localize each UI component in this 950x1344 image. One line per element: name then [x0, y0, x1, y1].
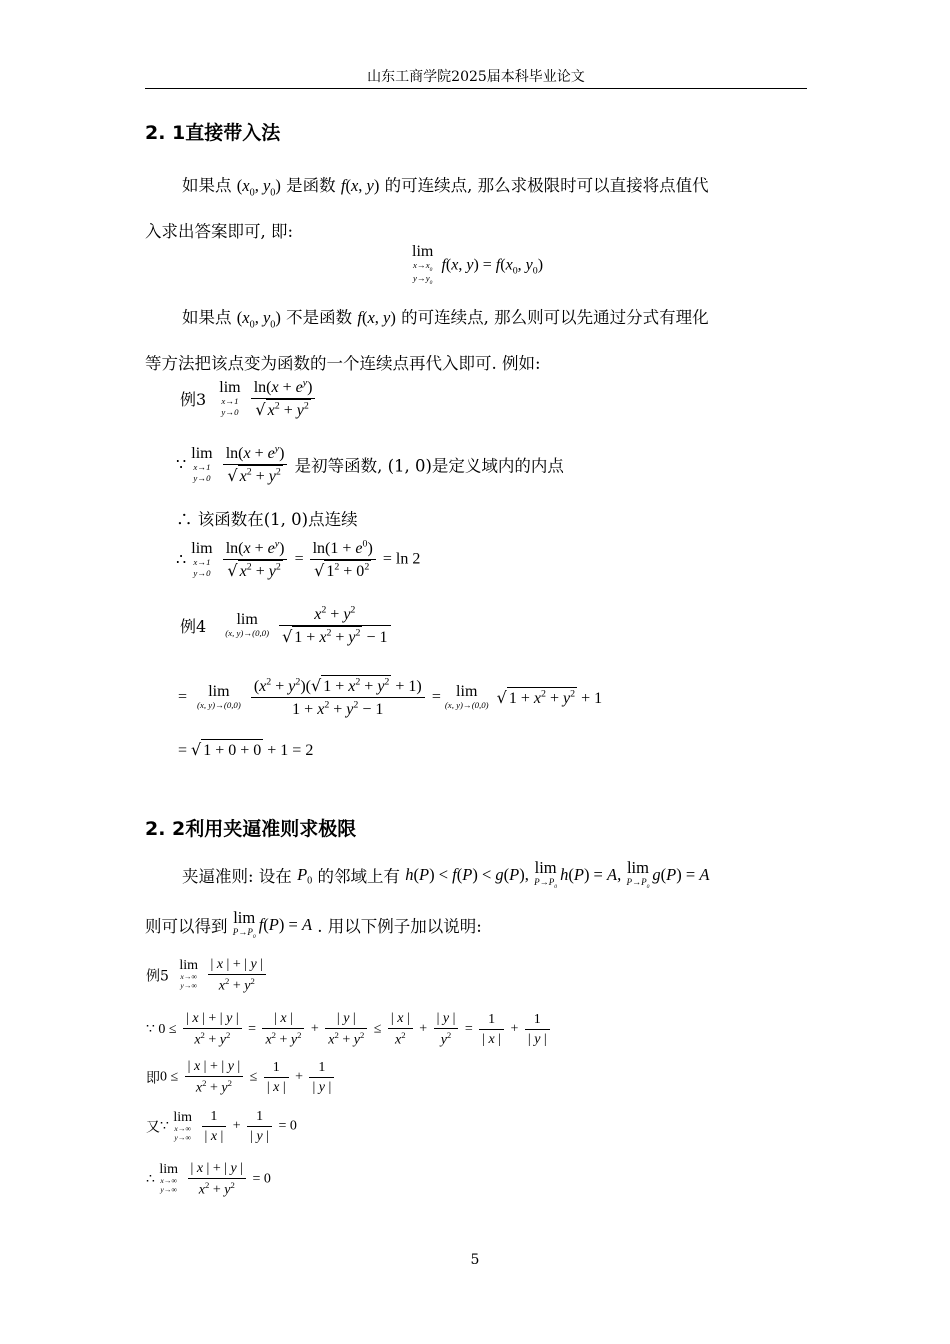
example-4-step-2: = √ 1 + 0 + 0 + 1 = 2 — [178, 740, 314, 759]
example-4-step-1: = lim (x, y)→(0,0) $\frac{(x^2 + y^2)(√ 1 + x^2 + y^2 + 1)}{1 + x^2 + y^2 - 1}$ = lim (x, y)→(0,0) √ $1 + x^2 + y^2 + 1$ — [178, 676, 603, 718]
example-4: 例4 lim (x, y)→(0,0) $\frac{x^2 + y^2}{√ 1 + x^2 + y^2 - 1}$ — [180, 604, 393, 647]
example-3: 例3 lim x→1 y→0 $\frac{\ln(x + e^y)}{√ x^2 + y^2}$ — [180, 377, 317, 420]
because-line: ∵ lim x→1 y→0 $\frac{\ln(x + e^y)}{√ x^2 + y^2}$ 是初等函数, (1, 0)是定义域内的内点 — [176, 443, 564, 485]
therefore-result: ∴ lim x→1 y→0 $\frac{\ln(x + e^y)}{√ x^2 + y^2}$ = $\frac{\ln(1 + e^0)}{√ 1^2 + 0^2}$ = ln 2 — [176, 538, 421, 580]
section-title-2-1: 2. 1直接带入法 — [145, 122, 281, 144]
formula-direct-substitution: lim $x\to x_0$ $y\to y_0$ f(x, $y) = f(x_0$, $y_0$) — [412, 243, 544, 286]
section-title-2-2: 2. 2利用夹逼准则求极限 — [145, 818, 357, 840]
example-5-you: 又∵ lim x→∞ y→∞ $\frac{1}{| x |}$ + $\frac{1}{| y |}$ = 0 — [146, 1109, 297, 1144]
paragraph-2-line-2: 等方法把该点变为函数的一个连续点再代入即可. 例如: — [145, 354, 541, 373]
example-5-conclusion: ∴ lim x→∞ y→∞ $\frac{| x | + | y |}{x^2 + y^2}$ = 0 — [146, 1161, 271, 1198]
page-header: 山东工商学院2025届本科毕业论文 — [367, 69, 585, 85]
paragraph-1-line-1: 如果点 ($x_0$, $y_0$) 是函数 f(x, y) 的可连续点, 那么求极限时可以直接将点值代 — [182, 176, 709, 199]
paragraph-2-line-1: 如果点 ($x_0$, $y_0$) 不是函数 f(x, y) 的可连续点, 那么则可以先通过分式有理化 — [182, 308, 709, 331]
example-5: 例5 lim x→∞ y→∞ $\frac{| x | + | y |}{x^2 + y^2}$ — [146, 956, 268, 995]
page-number: 5 — [470, 1252, 480, 1268]
example-5-bound: ∵ 0 ≤ $\frac{| x | + | y |}{x^2 + y^2}$ = $\frac{| x |}{x^2 + y^2}$ + $\frac{| y |}{x^2 + y^2}$ ≤ $\frac{| x |}{x^2}$ + $\frac{| y |}{y^2}$ = $\frac{1}{| x |}$ + $\frac{1}{| y |}$ — [146, 1010, 552, 1049]
header-rule — [145, 88, 807, 89]
example-5-ji: 即0 ≤ $\frac{| x | + | y |}{x^2 + y^2}$ ≤ $\frac{1}{| x |}$ + $\frac{1}{| y |}$ — [146, 1058, 336, 1097]
paragraph-1-line-2: 入求出答案即可, 即: — [145, 222, 294, 241]
therefore-continuous: ∴ 该函数在(1, 0)点连续 — [176, 510, 358, 529]
squeeze-theorem-line-1: 夹逼准则: 设在 $P_0$ 的邻域上有 h(P) < f(P) < g(P), lim $P\to P_0$ h(P) = A, lim $P\to P_0$ g(P) = A — [182, 858, 710, 890]
squeeze-theorem-line-2: 则可以得到 lim $P\to P_0$ f(P) = A . 用以下例子加以说明: — [145, 908, 482, 940]
